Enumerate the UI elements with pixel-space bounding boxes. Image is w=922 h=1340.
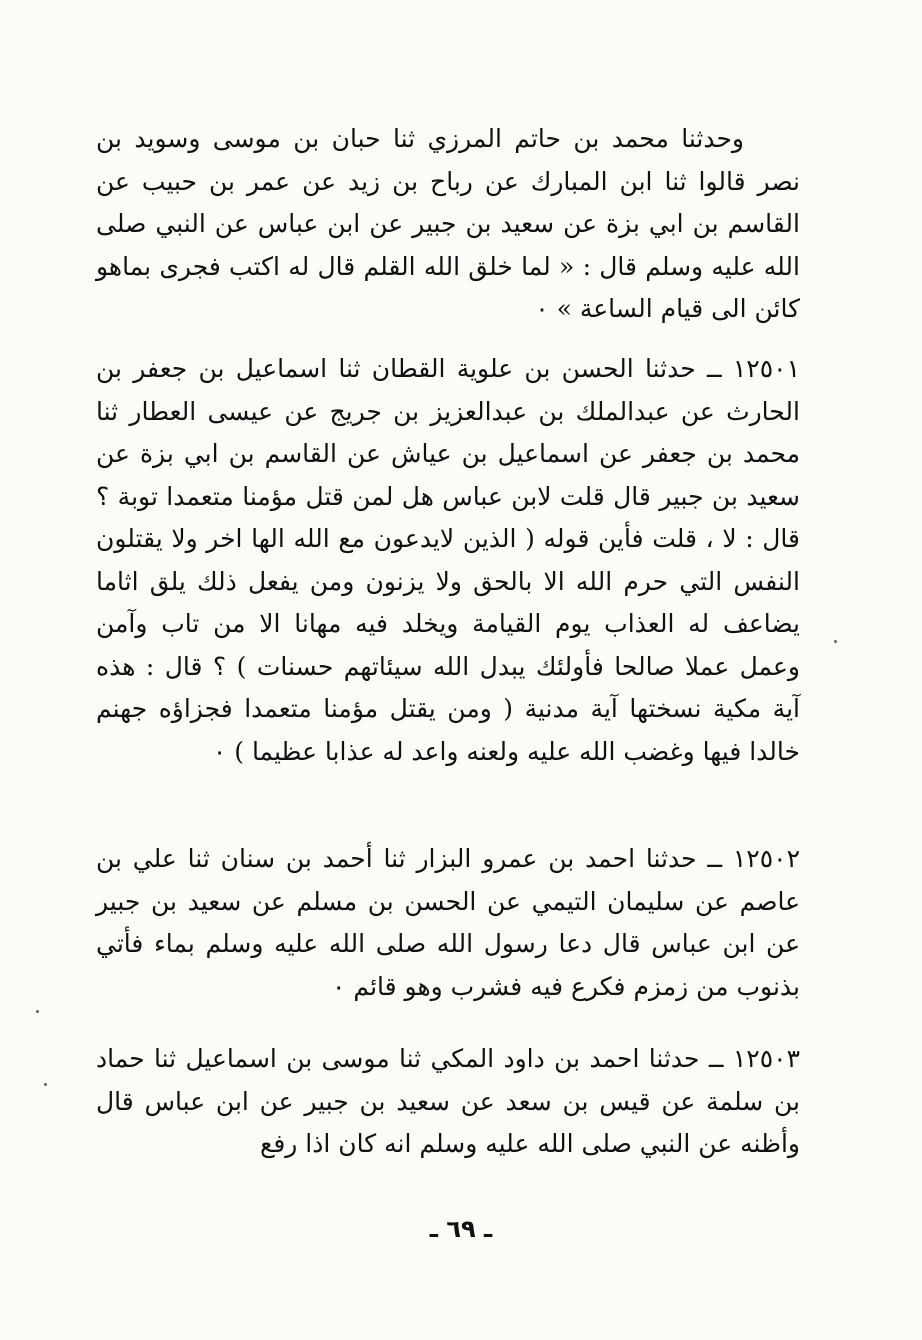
- page-number: ـ ٦٩ ـ: [429, 1215, 493, 1243]
- paragraph-intro: وحدثنا محمد بن حاتم المرزي ثنا حبان بن موسى وسويد بن نصر قالوا ثنا ابن المبارك عن رباح بن زيد عن عمر بن حبيب عن القاسم بن ابي بزة عن سعيد بن جبير عن ابن عباس عن النبي صلى الله عليه وسلم قال : « لما خلق الله القلم قال له اكتب فجرى بماهو كائن الى قيام الساعة » ٠: [96, 124, 800, 323]
- paragraph-12501: ١٢٥٠١ ــ حدثنا الحسن بن علوية القطان ثنا اسماعيل بن جعفر بن الحارث عن عبدالملك بن عبدالعزيز بن جريج عن عيسى العطار ثنا محمد بن جعفر عن اسماعيل بن عياش عن القاسم بن ابي بزة عن سعيد بن جبير قال قلت لابن عباس هل لمن قتل مؤمنا متعمدا توبة ؟ قال : لا ، قلت فأين قوله ( الذين لايدعون مع الله الها اخر ولا يقتلون النفس التي حرم الله الا بالحق ولا يزنون ومن يفعل ذلك يلق اثاما يضاعف له العذاب يوم القيامة ويخلد فيه مهانا الا من تاب وآمن وعمل عملا صالحا فأولئك يبدل الله سيئاتهم حسنات ) ؟ قال : هذه آية مكية نسختها آية مدنية ( ومن يقتل مؤمنا متعمدا فجزاؤه جهنم خالدا فيها وغضب الله عليه ولعنه واعد له عذابا عظيما ) ٠: [96, 354, 800, 766]
- scan-speck: [36, 1010, 39, 1013]
- paragraph-12503: ١٢٥٠٣ ــ حدثنا احمد بن داود المكي ثنا موسى بن اسماعيل ثنا حماد بن سلمة عن قيس بن سعد عن سعيد بن جبير عن ابن عباس قال وأظنه عن النبي صلى الله عليه وسلم انه كان اذا رفع: [96, 1044, 800, 1158]
- scan-speck: [44, 1083, 47, 1086]
- scan-speck: [834, 640, 837, 643]
- paragraph-12502: ١٢٥٠٢ ــ حدثنا احمد بن عمرو البزار ثنا أحمد بن سنان ثنا علي بن عاصم عن سليمان التيمي عن الحسن بن مسلم عن سعيد بن جبير عن ابن عباس قال دعا رسول الله صلى الله عليه وسلم بماء فأتي بذنوب من زمزم فكرع فيه فشرب وهو قائم ٠: [96, 844, 800, 1001]
